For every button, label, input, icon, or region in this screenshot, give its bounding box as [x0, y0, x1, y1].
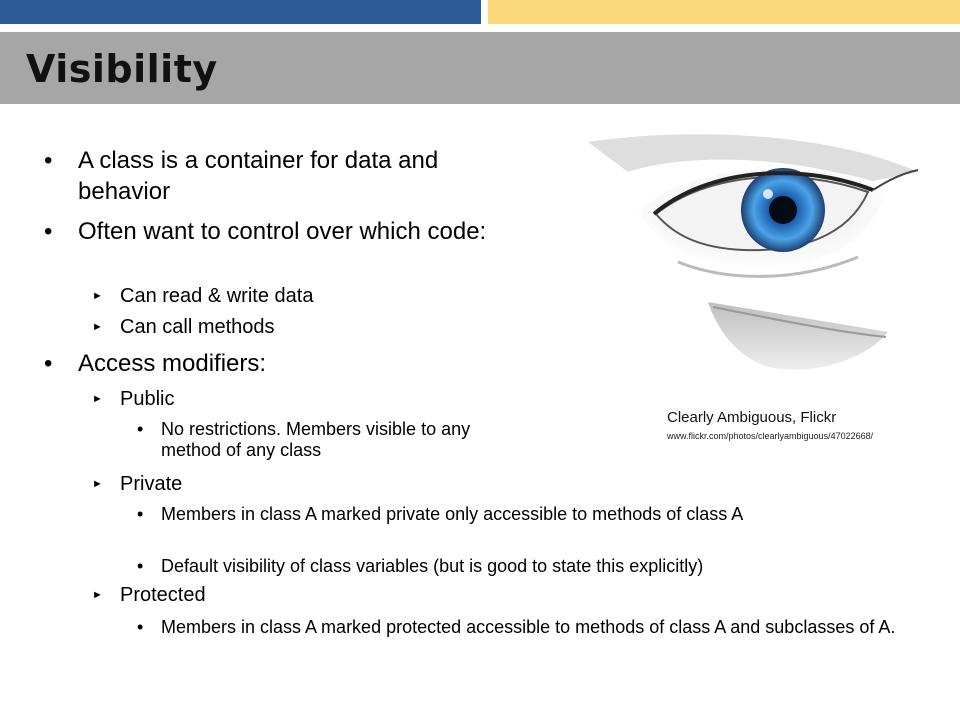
detail-text: No restrictions. Members visible to any method of any class	[161, 419, 471, 460]
arrow-bullet-icon: ►	[92, 589, 103, 601]
bullet-dot: •	[44, 147, 53, 174]
bullet-dot: •	[137, 419, 144, 439]
detail-text: Members in class A marked protected accessible to methods of class A and subclasses of A.	[161, 617, 896, 637]
protected-detail	[137, 617, 912, 638]
bullet-dot: •	[137, 504, 144, 524]
bullet-text: A class is a container for data and behavior	[78, 147, 439, 205]
modifier-label: Private	[120, 473, 183, 495]
bullet-text: Often want to control over which code:	[78, 218, 487, 245]
bullet-dot: •	[137, 617, 144, 637]
slide-title: Visibility	[26, 47, 218, 91]
private-detail-1	[137, 504, 897, 525]
eye-photo	[568, 132, 932, 382]
arrow-bullet-icon: ►	[92, 478, 103, 490]
sub-bullet-text: Can call methods	[120, 316, 275, 338]
detail-text: Default visibility of class variables (but is good to state this explicitly)	[161, 556, 704, 576]
bullet-dot: •	[44, 350, 53, 377]
sub-bullet-text: Can read & write data	[120, 285, 314, 307]
modifier-label: Protected	[120, 584, 206, 606]
arrow-bullet-icon: ►	[92, 321, 103, 333]
modifier-private	[92, 471, 912, 497]
bullet-text: Access modifiers:	[78, 350, 267, 377]
bullet-access-modifiers	[44, 348, 514, 379]
private-detail-2	[137, 556, 917, 577]
bullet-class-container	[44, 145, 514, 207]
modifier-protected	[92, 582, 912, 608]
bullet-dot: •	[137, 556, 144, 576]
arrow-bullet-icon: ►	[92, 290, 103, 302]
public-detail	[137, 419, 517, 461]
modifier-label: Public	[120, 388, 175, 410]
bullet-control-access	[44, 216, 514, 247]
arrow-bullet-icon: ►	[92, 393, 103, 405]
bullet-dot: •	[44, 218, 53, 245]
image-caption: Clearly Ambiguous, Flickr	[667, 409, 837, 426]
detail-text: Members in class A marked private only accessible to methods of class A	[161, 504, 744, 524]
image-credit-url: www.flickr.com/photos/clearlyambiguous/47022668/	[667, 431, 874, 441]
